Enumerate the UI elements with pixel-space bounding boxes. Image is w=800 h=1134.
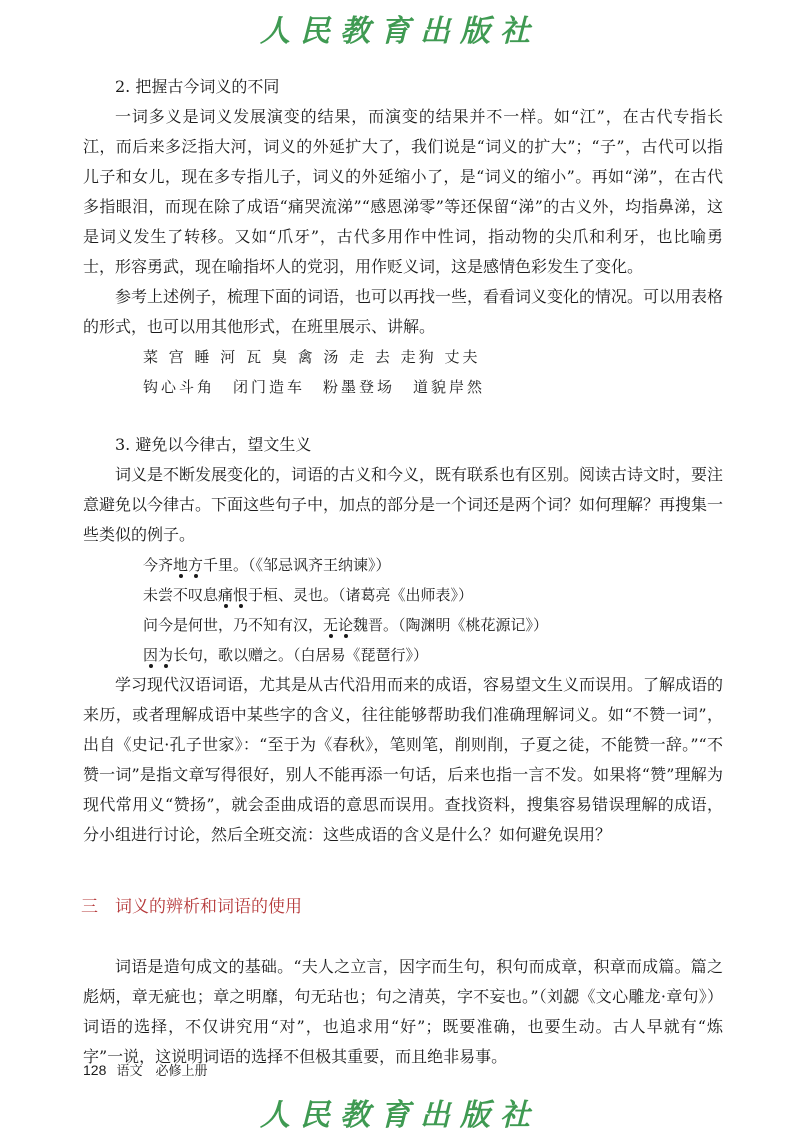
paragraph: 参考上述例子，梳理下面的词语，也可以再找一些，看看词义变化的情况。可以用表格的形式，也可以用其他形式，在班里展示、讲解。 — [83, 287, 724, 336]
word-list-line: 菜 宫 睡 河 瓦 臭 禽 汤 走 去 走狗 丈夫 — [143, 348, 481, 366]
example-sentence — [143, 550, 723, 580]
quote-text: 魏晋。（陶渊明《桃花源记》） — [353, 616, 549, 634]
page-number: 128 — [83, 1062, 107, 1078]
dotted-char: 为 — [158, 646, 174, 664]
publisher-watermark-top: 人民教育出版社 — [260, 14, 540, 49]
page-footer — [83, 1060, 208, 1079]
quote-text: 千里。（《邹忌讽齐王纳谏》） — [203, 556, 391, 574]
paragraph: 一词多义是词义发展演变的结果，而演变的结果并不一样。如“江”，在古代专指长江，而后来多泛指大河，词义的外延扩大了，我们说是“词义的扩大”；“子”，古代可以指儿子和女儿，现在多专指儿子，词义的外延缩小了，是“词义的缩小”。再如“涕”，在古代多指眼泪，而现在除了成语“痛哭流涕”“感恩涕零”等还保留“涕”的古义外，均指鼻涕，这是词义发生了转移。又如“爪牙”，古代多用作中性词，指动物的尖爪和利牙，也比喻勇士，形容勇武，现在喻指坏人的党羽，用作贬义词，这是感情色彩发生了变化。 — [83, 107, 723, 276]
quote-text: 长句，歌以赠之。（白居易《琵琶行》） — [173, 646, 429, 664]
publisher-watermark-bottom: 人民教育出版社 — [260, 1098, 540, 1133]
subheading-3: 3. 避免以今律古，望文生义 — [115, 435, 312, 454]
dotted-char: 论 — [338, 616, 354, 634]
dotted-char: 方 — [188, 556, 204, 574]
book-title: 语文 必修上册 — [116, 1064, 208, 1079]
page-content — [83, 72, 723, 1072]
example-sentence — [143, 640, 723, 670]
paragraph: 词语是造句成文的基础。“夫人之立言，因字而生句，积句而成章，积章而成篇。篇之彪炳，章无疵也；章之明靡，句无玷也；句之清英，字不妄也。”（刘勰《文心雕龙·章句》）词语的选择，不仅讲究用“对”，也追求用“好”；既要准确，也要生动。古人早就有“炼字”一说，这说明词语的选择不但极其重要，而且绝非易事。 — [83, 957, 723, 1066]
paragraph: 学习现代汉语词语，尤其是从古代沿用而来的成语，容易望文生义而误用。了解成语的来历，或者理解成语中某些字的含义，往往能够帮助我们准确理解词义。如“不赞一词”，出自《史记·孔子世家》：“至于为《春秋》，笔则笔，削则削，子夏之徒，不能赞一辞。”“不赞一词”是指文章写得很好，别人不能再添一句话，后来也指一言不发。如果将“赞”理解为现代常用义“赞扬”，就会歪曲成语的意思而误用。查找资料，搜集容易错误理解的成语，分小组进行讨论，然后全班交流：这些成语的含义是什么？如何避免误用？ — [83, 675, 724, 844]
subheading-2: 2. 把握古今词义的不同 — [115, 77, 280, 96]
quote-text: 于桓、灵也。（诸葛亮《出师表》） — [248, 586, 474, 604]
dotted-char: 痛 — [218, 586, 234, 604]
word-list-line: 钩心斗角 闭门造车 粉墨登场 道貌岸然 — [143, 378, 486, 396]
example-sentence — [143, 580, 723, 610]
dotted-char: 无 — [323, 616, 339, 634]
dotted-char: 恨 — [233, 586, 249, 604]
quote-text: 今齐 — [143, 556, 174, 574]
example-sentence — [143, 610, 723, 640]
quote-text: 问今是何世，乃不知有汉， — [143, 616, 324, 634]
section-title: 三 词义的辨析和词语的使用 — [81, 897, 302, 917]
dotted-char: 地 — [173, 556, 189, 574]
paragraph: 词义是不断发展变化的，词语的古义和今义，既有联系也有区别。阅读古诗文时，要注意避免以今律古。下面这些句子中，加点的部分是一个词还是两个词？如何理解？再搜集一些类似的例子。 — [83, 465, 724, 544]
dotted-char: 因 — [143, 646, 159, 664]
quote-text: 未尝不叹息 — [143, 586, 219, 604]
